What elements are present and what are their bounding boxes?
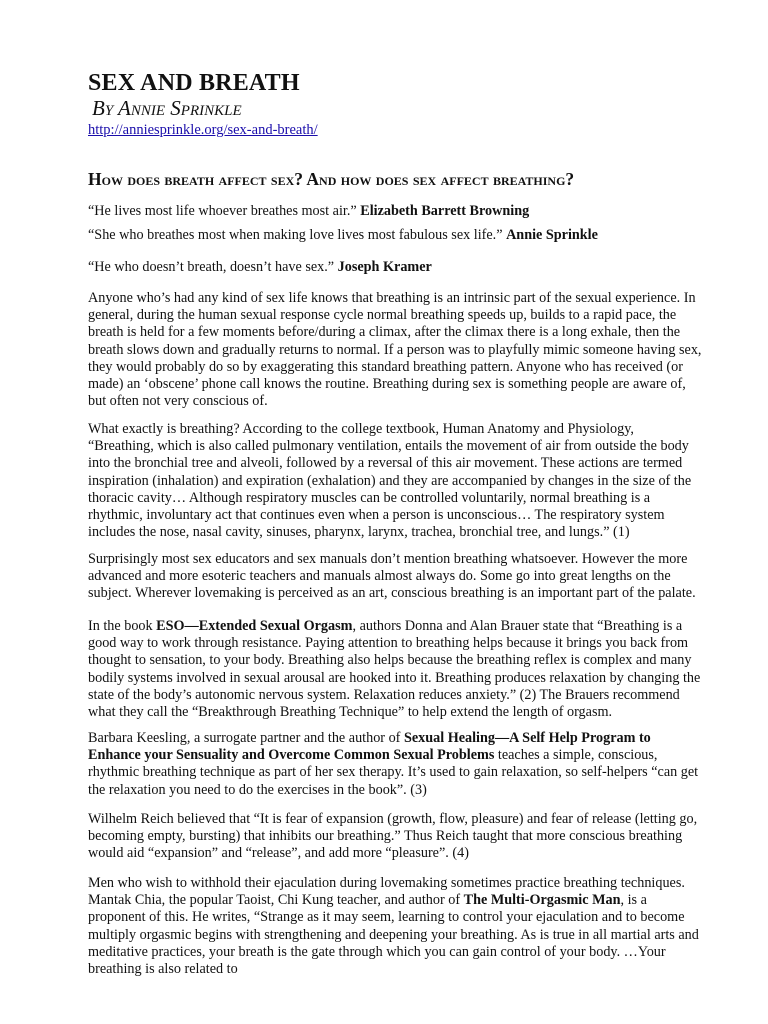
book-title: Sexual Healing—A Self Help Program to Enhance your Sensuality and Overcome Common Sexual Problems <box>88 730 651 764</box>
text-run: , authors Donna and Alan Brauer state that “Breathing is a good way to work through resistance. Paying attention to breathing helps because it brings you back from thought to sensation, to your body. Breathing also helps because the breathing reflex is complex and many bodily systems involved in sexual arousal are hooked into it. Breathing produces relaxation by changing the state of the body’s autonomic nervous system. Relaxation reduces anxiety.” (2) The Brauers recommend what they call the “Breakthrough Breathing Technique” to help extend the length of orgasm. <box>88 618 701 721</box>
quote-text: “She who breathes most when making love lives most fabulous sex life.” <box>88 227 503 243</box>
quote-sprinkle <box>88 227 703 244</box>
section-heading: How does breath affect sex? And how does sex affect breathing? <box>88 169 575 189</box>
quote-author: Annie Sprinkle <box>506 227 598 243</box>
text-run: , is a proponent of this. He writes, “Strange as it may seem, learning to control your ejaculation and to become multiply orgasmic begins with strengthening and deepening your breathing. As is true in all martial arts and meditative practices, your breath is the gate through which you can gain control of your body. …Your breathing is also related to <box>88 892 699 978</box>
book-title: The Multi-Orgasmic Man <box>463 892 621 909</box>
quote-text: “He lives most life whoever breathes most air.” <box>88 203 357 219</box>
author-byline: By Annie Sprinkle <box>92 96 242 120</box>
text-run: In the book <box>88 618 157 634</box>
paragraph-keesling <box>88 730 703 799</box>
source-link[interactable]: http://anniesprinkle.org/sex-and-breath/ <box>88 122 318 138</box>
text-run: teaches a simple, conscious, rhythmic breathing technique as part of her sex therapy. It’s used to gain relaxation, so self-helpers “can get the relaxation you need to do the exercises in the book”. (3) <box>88 747 699 798</box>
page-title: SEX AND BREATH <box>88 70 300 96</box>
quote-author: Elizabeth Barrett Browning <box>360 203 530 219</box>
paragraph-intro: Anyone who’s had any kind of sex life knows that breathing is an intrinsic part of the sexual experience. In general, during the human sexual response cycle normal breathing speeds up, builds to a rapid pace, the breath is held for a few moments before/during a climax, after the climax there is a long exhale, then the breath slows down and gradually returns to normal. If a person was to playfully mimic someone having sex, they would probably do so by exaggerating this standard breathing pattern. Anyone who has received (or made) an ‘obscene’ phone call knows the routine. Breathing during sex is something people are aware of, but often not very conscious of. <box>88 290 702 410</box>
quote-text: “He who doesn’t breath, doesn’t have sex.” <box>88 259 335 275</box>
book-title: ESO—Extended Sexual Orgasm <box>156 618 353 634</box>
paragraph-definition: What exactly is breathing? According to the college textbook, Human Anatomy and Physiology, “Breathing, which is also called pulmonary ventilation, entails the movement of air from outside the body into the bronchial tree and alveoli, followed by a reversal of this air movement. These actions are termed inspiration (inhalation) and expiration (exhalation) and they are accompanied by changes in the size of the thoracic cavity… Although respiratory muscles can be controlled voluntarily, normal breathing is a rhythmic, involuntary act that continues even when a person is unconscious… The respiratory system includes the nose, nasal cavity, sinuses, pharynx, larynx, trachea, bronchial tree, and lungs.” (1) <box>88 421 692 541</box>
paragraph-educators: Surprisingly most sex educators and sex manuals don’t mention breathing whatsoever. However the more advanced and more esoteric teachers and manuals almost always do. Some go into great lengths on the subject. Wherever lovemaking is perceived as an art, conscious breathing is an important part of the palate. <box>88 551 696 602</box>
paragraph-reich: Wilhelm Reich believed that “It is fear of expansion (growth, flow, pleasure) and fear of release (letting go, becoming empty, bursting) that inhibits our breathing.” Thus Reich taught that more conscious breathing would aid “expansion” and “release”, and add more “pleasure”. (4) <box>88 811 698 862</box>
quote-kramer <box>88 259 703 276</box>
paragraph-chia <box>88 875 703 978</box>
text-run: Barbara Keesling, a surrogate partner and the author of <box>88 730 404 746</box>
quote-author: Joseph Kramer <box>337 259 432 275</box>
paragraph-eso <box>88 618 703 721</box>
quote-browning <box>88 203 703 220</box>
text-run: Men who wish to withhold their ejaculation during lovemaking sometimes practice breathing techniques. Mantak Chia, the popular Taoist, Chi Kung teacher, and author of <box>88 875 685 909</box>
